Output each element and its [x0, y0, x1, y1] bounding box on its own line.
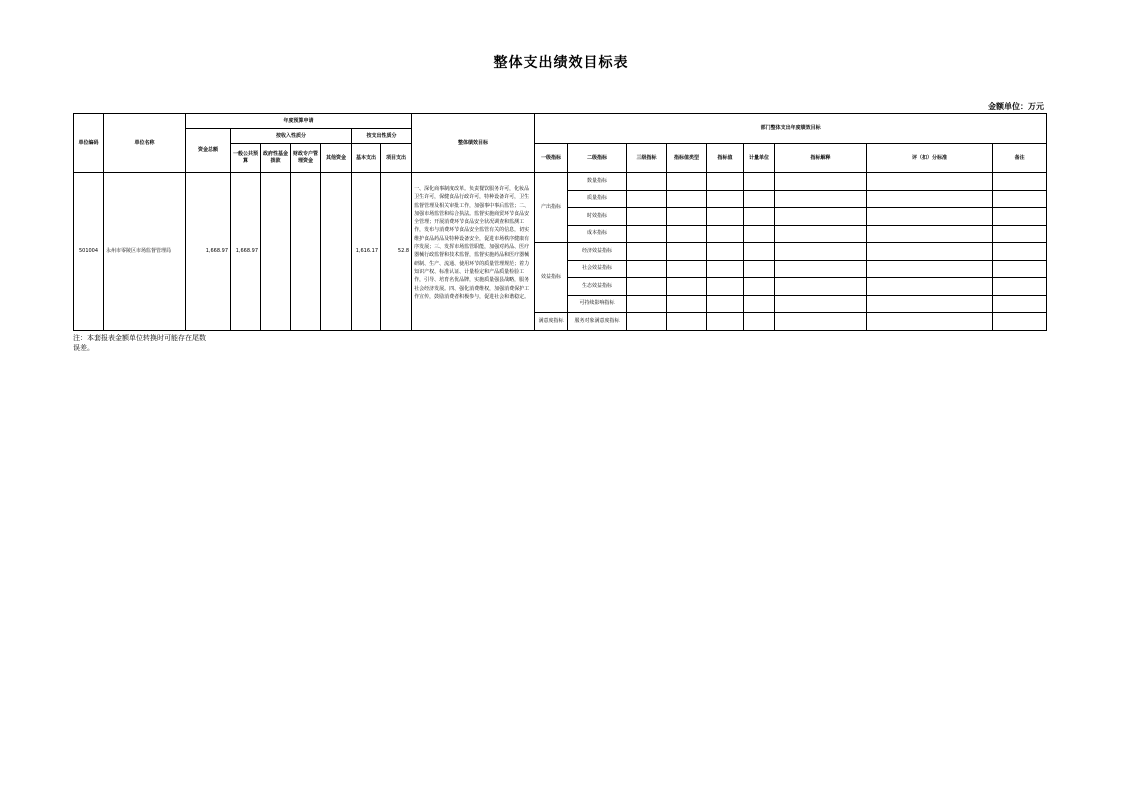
- header-unit-code: 单位编码: [74, 114, 104, 173]
- level3-cell: [627, 278, 667, 296]
- header-level2: 二级指标: [568, 144, 627, 173]
- header-scoring: 评（扣）分标准: [867, 144, 993, 173]
- header-value-type: 指标值类型: [667, 144, 707, 173]
- page-title: 整体支出绩效目标表: [493, 55, 629, 71]
- explanation-cell: [775, 278, 867, 296]
- unit-name-cell: 永州市零陵区市场监督管理局: [104, 173, 186, 331]
- value-type-cell: [667, 295, 707, 313]
- value-type-cell: [667, 243, 707, 261]
- header-measure-unit: 计量单位: [744, 144, 775, 173]
- level2-cell: 成本指标: [568, 225, 627, 243]
- scoring-cell: [867, 243, 993, 261]
- level2-cell: 质量指标: [568, 190, 627, 208]
- measure-unit-cell: [744, 260, 775, 278]
- explanation-cell: [775, 173, 867, 191]
- scoring-cell: [867, 190, 993, 208]
- level2-cell: 经济效益指标: [568, 243, 627, 261]
- project-expense-cell: 52.8: [381, 173, 412, 331]
- header-general-budget: 一般公共预算: [231, 144, 261, 173]
- value-type-cell: [667, 225, 707, 243]
- measure-unit-cell: [744, 190, 775, 208]
- remark-cell: [993, 173, 1047, 191]
- header-value: 指标值: [707, 144, 744, 173]
- value-cell: [707, 278, 744, 296]
- header-by-expense: 按支出性质分: [352, 129, 412, 144]
- value-type-cell: [667, 208, 707, 226]
- amount-unit-label: 金额单位：万元: [988, 102, 1044, 111]
- header-gov-fund: 政府性基金拨款: [261, 144, 291, 173]
- level3-cell: [627, 313, 667, 331]
- value-type-cell: [667, 313, 707, 331]
- value-type-cell: [667, 260, 707, 278]
- basic-expense-cell: 1,616.17: [352, 173, 381, 331]
- gov-fund-cell: [261, 173, 291, 331]
- scoring-cell: [867, 295, 993, 313]
- level3-cell: [627, 208, 667, 226]
- measure-unit-cell: [744, 278, 775, 296]
- header-remark: 备注: [993, 144, 1047, 173]
- measure-unit-cell: [744, 208, 775, 226]
- value-cell: [707, 243, 744, 261]
- scoring-cell: [867, 313, 993, 331]
- value-cell: [707, 295, 744, 313]
- value-type-cell: [667, 190, 707, 208]
- scoring-cell: [867, 260, 993, 278]
- explanation-cell: [775, 225, 867, 243]
- explanation-cell: [775, 260, 867, 278]
- level3-cell: [627, 190, 667, 208]
- header-explanation: 指标解释: [775, 144, 867, 173]
- level2-cell: 服务对象满意度指标: [568, 313, 627, 331]
- explanation-cell: [775, 190, 867, 208]
- value-cell: [707, 313, 744, 331]
- measure-unit-cell: [744, 313, 775, 331]
- measure-unit-cell: [744, 225, 775, 243]
- scoring-cell: [867, 208, 993, 226]
- explanation-cell: [775, 313, 867, 331]
- measure-unit-cell: [744, 173, 775, 191]
- remark-cell: [993, 295, 1047, 313]
- remark-cell: [993, 243, 1047, 261]
- level1-cell: 产出指标: [535, 173, 568, 243]
- explanation-cell: [775, 208, 867, 226]
- value-cell: [707, 260, 744, 278]
- remark-cell: [993, 278, 1047, 296]
- explanation-cell: [775, 243, 867, 261]
- remark-cell: [993, 190, 1047, 208]
- total-funds-cell: 1,668.97: [186, 173, 231, 331]
- general-budget-cell: 1,668.97: [231, 173, 261, 331]
- header-level1: 一级指标: [535, 144, 568, 173]
- header-overall-goal: 整体绩效目标: [412, 114, 535, 173]
- remark-cell: [993, 313, 1047, 331]
- header-level3: 三级指标: [627, 144, 667, 173]
- level3-cell: [627, 260, 667, 278]
- footnote: [73, 333, 206, 353]
- header-project-expense: 项目支出: [381, 144, 412, 173]
- value-cell: [707, 225, 744, 243]
- other-funds-cell: [321, 173, 352, 331]
- remark-cell: [993, 260, 1047, 278]
- level2-cell: 生态效益指标: [568, 278, 627, 296]
- remark-cell: [993, 208, 1047, 226]
- value-type-cell: [667, 278, 707, 296]
- footnote-line: 注：本套报表金额单位转换时可能存在尾数: [73, 334, 206, 342]
- value-cell: [707, 190, 744, 208]
- level2-cell: 数量指标: [568, 173, 627, 191]
- level1-cell: 满意度指标: [535, 313, 568, 331]
- level1-cell: 效益指标: [535, 243, 568, 313]
- special-account-cell: [291, 173, 321, 331]
- header-unit-name: 单位名称: [104, 114, 186, 173]
- header-other-funds: 其他资金: [321, 144, 352, 173]
- value-type-cell: [667, 173, 707, 191]
- header-dept-goals: 部门整体支出年度绩效目标: [535, 114, 1047, 144]
- unit-code-cell: 501004: [74, 173, 104, 331]
- header-total-funds: 资金总额: [186, 129, 231, 173]
- header-basic-expense: 基本支出: [352, 144, 381, 173]
- header-by-source: 按收入性质分: [231, 129, 352, 144]
- value-cell: [707, 208, 744, 226]
- explanation-cell: [775, 295, 867, 313]
- level3-cell: [627, 173, 667, 191]
- scoring-cell: [867, 173, 993, 191]
- level2-cell: 可持续影响指标: [568, 295, 627, 313]
- footnote-line: 误差。: [73, 344, 94, 352]
- level2-cell: 社会效益指标: [568, 260, 627, 278]
- level2-cell: 时效指标: [568, 208, 627, 226]
- scoring-cell: [867, 225, 993, 243]
- measure-unit-cell: [744, 243, 775, 261]
- overall-goal-cell: 一、深化商事制度改革。负责餐饮服务许可，化妆品卫生许可，保健食品行政许可，特种设备许可，卫生监督管理及相关审批工作，加强事中事后监管；二、加强市场监管和综合执法。监督实施商贸环节食品安全管理；开展消费环节食品安全状况调查和监测工作，发布与消费环节食品安全监管有关的信息，切实维护食品药品及特种设备安全，促进市场秩序健康有序发展；三、发挥市场监管职能，加强对药品、医疗器械行政监督和技术监督，监督实施药品和医疗器械研制、生产、流通、使用环节的质量管理规范；着力知识产权、标准认证、计量检定和产品质量检验工作，引导、培育名优品牌，实施质量强县战略，服务社会经济发展。四、强化消费维权，加强消费保护工作宣传，鼓励消费者积极参与，促进社会和谐稳定。: [412, 173, 535, 331]
- header-annual-budget: 年度预算申请: [186, 114, 412, 129]
- level3-cell: [627, 295, 667, 313]
- measure-unit-cell: [744, 295, 775, 313]
- scoring-cell: [867, 278, 993, 296]
- level3-cell: [627, 225, 667, 243]
- value-cell: [707, 173, 744, 191]
- remark-cell: [993, 225, 1047, 243]
- level3-cell: [627, 243, 667, 261]
- performance-goal-table: [73, 113, 1047, 331]
- header-special-account: 财政专户管理资金: [291, 144, 321, 173]
